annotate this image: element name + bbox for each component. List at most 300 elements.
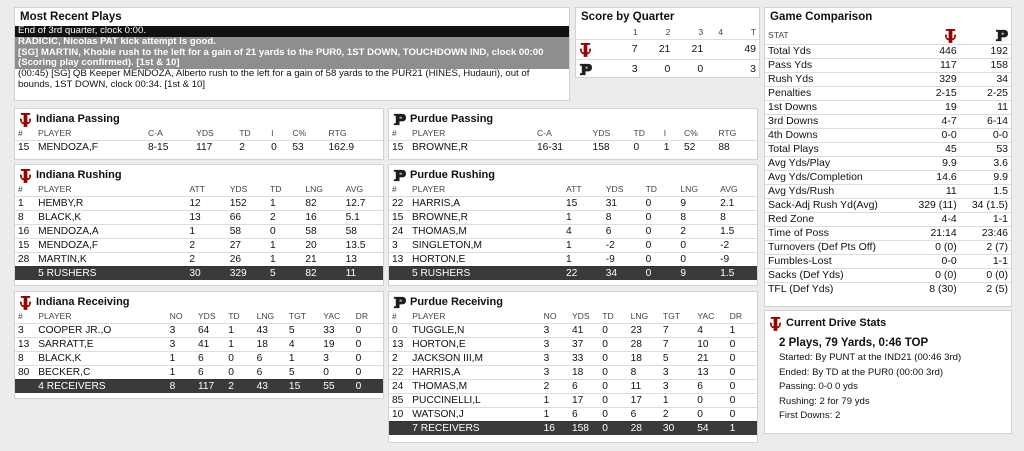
table-row xyxy=(389,211,757,225)
cell: MENDOZA,F xyxy=(35,239,186,253)
col-header: YDS xyxy=(197,311,216,322)
indiana-logo-icon xyxy=(19,112,32,127)
col-header: AVG xyxy=(720,184,738,195)
purdue-value: 34 (1.5) xyxy=(960,198,1011,212)
cell: 0 xyxy=(353,324,383,338)
score-cell: 21 xyxy=(673,40,706,60)
purdue-rushing-header xyxy=(389,165,757,183)
total-cell: 16 xyxy=(541,422,569,436)
cell: 4 xyxy=(563,225,603,239)
col-header: YDS xyxy=(605,184,624,195)
comparison-row xyxy=(765,58,1011,72)
cell: 11 xyxy=(628,380,660,394)
total-cell: 0 xyxy=(643,267,678,281)
col-header: RTG xyxy=(328,128,347,139)
cell: 17 xyxy=(628,394,660,408)
cell: 7 xyxy=(660,324,694,338)
cell: 0 xyxy=(599,324,627,338)
cell: 1 xyxy=(661,141,681,155)
stat-label: 4th Downs xyxy=(765,128,906,142)
cell: 0 xyxy=(353,338,383,352)
cell: 58 xyxy=(343,225,383,239)
indiana-rushing-table xyxy=(15,183,383,280)
indiana-value: 45 xyxy=(906,142,960,156)
cell: 0 xyxy=(267,225,302,239)
total-row xyxy=(389,422,757,436)
drive-line: Passing: 0-0 0 yds xyxy=(779,381,858,393)
cell: 15 xyxy=(563,197,603,211)
purdue-value: 2-25 xyxy=(960,86,1011,100)
comparison-row xyxy=(765,268,1011,282)
cell: 13 xyxy=(343,253,383,267)
cell: 162.9 xyxy=(326,141,383,155)
drive-line: Rushing: 2 for 79 yds xyxy=(779,395,870,407)
stat-label: Penalties xyxy=(765,86,906,100)
cell: 0 xyxy=(727,408,757,422)
cell: 0 xyxy=(353,366,383,380)
purdue-rushing-panel xyxy=(388,164,758,286)
total-cell: 0 xyxy=(599,422,627,436)
cell: 10 xyxy=(389,408,409,422)
cell: 0 xyxy=(727,352,757,366)
cell: 1 xyxy=(660,394,694,408)
cell: 2 xyxy=(389,352,409,366)
indiana-value: 14.6 xyxy=(906,170,960,184)
cell: 152 xyxy=(227,197,267,211)
indiana-logo-icon xyxy=(19,295,32,310)
cell: 0 xyxy=(599,366,627,380)
comparison-row xyxy=(765,114,1011,128)
cell: 18 xyxy=(254,338,286,352)
play-item: (00:45) [SG] QB Keeper MENDOZA, Alberto rush to the left for a gain of 58 yards to the PUR21 (HINES, Hudauri), out of bounds, 1ST DOWN, clock 00:34. [1st & 10] xyxy=(18,68,530,90)
recent-plays-list xyxy=(15,26,569,91)
game-comparison-title: Game Comparison xyxy=(770,11,873,23)
col-header: # xyxy=(18,128,23,139)
table-row xyxy=(15,141,383,155)
total-cell xyxy=(389,267,409,281)
cell: 0 xyxy=(677,239,717,253)
table-row xyxy=(389,324,757,338)
purdue-value: 9.9 xyxy=(960,170,1011,184)
recent-plays-panel xyxy=(14,7,570,101)
col-header: PLAYER xyxy=(411,184,446,195)
cell: 4 xyxy=(694,324,726,338)
col-header: C-A xyxy=(537,128,552,139)
purdue-logo-icon xyxy=(393,296,406,309)
purdue-value: 3.6 xyxy=(960,156,1011,170)
cell: 66 xyxy=(227,211,267,225)
cell: 1 xyxy=(563,239,603,253)
total-cell: 55 xyxy=(320,380,352,394)
cell: BROWNE,R xyxy=(409,211,563,225)
cell: 4 xyxy=(286,338,320,352)
cell: 8 xyxy=(717,211,757,225)
table-row xyxy=(389,253,757,267)
col-header: DR xyxy=(355,311,369,322)
indiana-passing-table xyxy=(15,127,383,154)
cell: 2.1 xyxy=(717,197,757,211)
cell: 15 xyxy=(389,211,409,225)
cell: 8 xyxy=(15,211,35,225)
total-cell: 5 xyxy=(267,267,302,281)
col-header: TGT xyxy=(662,311,681,322)
purdue-value: 23:46 xyxy=(960,226,1011,240)
cell: 22 xyxy=(389,366,409,380)
cell: MENDOZA,F xyxy=(35,141,145,155)
cell: 1 xyxy=(167,366,195,380)
cell: SINGLETON,M xyxy=(409,239,563,253)
score-by-quarter-panel xyxy=(575,7,760,78)
cell: 8 xyxy=(677,211,717,225)
cell: 0 xyxy=(694,394,726,408)
table-row xyxy=(15,197,383,211)
table-row xyxy=(389,197,757,211)
cell: 10 xyxy=(694,338,726,352)
cell: 58 xyxy=(302,225,342,239)
score-cell: 49 xyxy=(726,40,759,60)
cell: 12 xyxy=(186,197,226,211)
total-cell: 117 xyxy=(195,380,225,394)
cell: 52 xyxy=(681,141,715,155)
cell: 0 xyxy=(599,338,627,352)
cell: 1 xyxy=(267,239,302,253)
cell: 0 xyxy=(694,408,726,422)
drive-summary: 2 Plays, 79 Yards, 0:46 TOP xyxy=(779,337,929,349)
cell: 0 xyxy=(727,380,757,394)
stat-label: Total Plays xyxy=(765,142,906,156)
drive-line: First Downs: 2 xyxy=(779,410,841,422)
total-cell: 28 xyxy=(628,422,660,436)
indiana-value: 11 xyxy=(906,184,960,198)
section-title: Indiana Passing xyxy=(36,113,120,125)
cell: 0 xyxy=(320,366,352,380)
cell: 24 xyxy=(389,225,409,239)
total-row xyxy=(15,380,383,394)
score-header: 1 xyxy=(632,27,638,38)
cell: 0 xyxy=(225,366,253,380)
cell: -9 xyxy=(717,253,757,267)
comparison-row xyxy=(765,198,1011,212)
cell: 3 xyxy=(660,366,694,380)
cell: 1 xyxy=(15,197,35,211)
cell: 3 xyxy=(167,324,195,338)
cell: 0 xyxy=(389,324,409,338)
cell: 1 xyxy=(286,352,320,366)
table-row xyxy=(389,380,757,394)
cell: 3 xyxy=(541,352,569,366)
recent-plays-title: Most Recent Plays xyxy=(20,11,122,23)
col-header: ATT xyxy=(189,184,205,195)
drive-line: Ended: By TD at the PUR0 (00:00 3rd) xyxy=(779,366,944,378)
cell: 13 xyxy=(389,253,409,267)
comparison-row xyxy=(765,128,1011,142)
cell: 28 xyxy=(15,253,35,267)
total-cell: 54 xyxy=(694,422,726,436)
cell: 0 xyxy=(225,352,253,366)
cell: 8 xyxy=(15,352,35,366)
stat-label: Pass Yds xyxy=(765,58,906,72)
col-header: TD xyxy=(645,184,658,195)
cell: 5 xyxy=(660,352,694,366)
cell: 8 xyxy=(603,211,643,225)
col-header: NO xyxy=(169,311,183,322)
col-header: AVG xyxy=(345,184,364,195)
col-header: YDS xyxy=(229,184,248,195)
indiana-logo-icon xyxy=(19,168,32,183)
cell: 1 xyxy=(541,394,569,408)
col-header: # xyxy=(392,128,397,139)
table-row xyxy=(389,338,757,352)
stat-label: Rush Yds xyxy=(765,72,906,86)
total-cell: 158 xyxy=(569,422,599,436)
cell: TUGGLE,N xyxy=(409,324,540,338)
cell: 3 xyxy=(15,324,35,338)
purdue-receiving-table xyxy=(389,310,757,435)
stat-label: Sacks (Def Yds) xyxy=(765,268,906,282)
total-cell: 15 xyxy=(286,380,320,394)
col-header: YDS xyxy=(571,311,590,322)
comparison-row xyxy=(765,142,1011,156)
total-cell: 5 RUSHERS xyxy=(35,267,186,281)
stat-label: 1st Downs xyxy=(765,100,906,114)
purdue-logo-icon xyxy=(393,113,406,126)
cell: 158 xyxy=(590,141,631,155)
cell: 23 xyxy=(628,324,660,338)
cell: 53 xyxy=(289,141,325,155)
table-row xyxy=(389,366,757,380)
cell: THOMAS,M xyxy=(409,225,563,239)
indiana-value: 9.9 xyxy=(906,156,960,170)
col-header: YAC xyxy=(323,311,341,322)
stat-label: Turnovers (Def Pts Off) xyxy=(765,240,906,254)
col-header: PLAYER xyxy=(38,128,72,139)
cell: 0 xyxy=(643,239,678,253)
cell: HEMBY,R xyxy=(35,197,186,211)
total-cell xyxy=(15,380,35,394)
cell: 1 xyxy=(267,197,302,211)
cell: 16-31 xyxy=(534,141,590,155)
total-row xyxy=(389,267,757,281)
comparison-row xyxy=(765,156,1011,170)
comparison-row xyxy=(765,254,1011,268)
col-header: PLAYER xyxy=(412,311,446,322)
total-cell: 1 xyxy=(727,422,757,436)
cell: 33 xyxy=(320,324,352,338)
cell: 13 xyxy=(186,211,226,225)
cell: 58 xyxy=(227,225,267,239)
cell: 6 xyxy=(254,352,286,366)
score-table xyxy=(576,26,759,78)
total-cell: 5 RUSHERS xyxy=(409,267,563,281)
indiana-value: 0-0 xyxy=(906,128,960,142)
total-cell: 11 xyxy=(343,267,383,281)
stat-header: STAT xyxy=(768,30,789,41)
col-header: TD xyxy=(228,311,240,322)
drive-line: Started: By PUNT at the IND21 (00:46 3rd) xyxy=(779,352,962,363)
stat-label: Red Zone xyxy=(765,212,906,226)
purdue-value: 2 (7) xyxy=(960,240,1011,254)
cell: BROWNE,R xyxy=(409,141,534,155)
section-title: Purdue Passing xyxy=(410,113,494,125)
cell: 13 xyxy=(15,338,35,352)
col-header: RTG xyxy=(718,128,737,139)
purdue-value: 1-1 xyxy=(960,254,1011,268)
score-cell xyxy=(706,40,726,60)
cell: 17 xyxy=(569,394,599,408)
section-title: Indiana Rushing xyxy=(36,169,122,181)
cell: 6 xyxy=(569,408,599,422)
purdue-value: 192 xyxy=(960,44,1011,58)
cell: -9 xyxy=(603,253,643,267)
purdue-value: 2 (5) xyxy=(960,282,1011,296)
comparison-row xyxy=(765,72,1011,86)
purdue-value: 1-1 xyxy=(960,212,1011,226)
cell: BLACK,K xyxy=(35,352,166,366)
stat-label: Time of Poss xyxy=(765,226,906,240)
purdue-passing-panel xyxy=(388,108,758,160)
cell: 6 xyxy=(254,366,286,380)
cell: 18 xyxy=(569,366,599,380)
cell: 15 xyxy=(15,141,35,155)
play-item: RADICIC, Nicolas PAT kick attempt is good. xyxy=(15,37,569,48)
section-title: Purdue Rushing xyxy=(410,169,495,181)
score-cell xyxy=(706,60,726,78)
indiana-value: 19 xyxy=(906,100,960,114)
cell: 33 xyxy=(569,352,599,366)
purdue-value: 6-14 xyxy=(960,114,1011,128)
table-row xyxy=(389,225,757,239)
indiana-value: 329 (11) xyxy=(906,198,960,212)
comparison-row xyxy=(765,44,1011,58)
cell: 20 xyxy=(302,239,342,253)
stat-label: Avg Yds/Rush xyxy=(765,184,906,198)
total-cell: 7 RECEIVERS xyxy=(409,422,540,436)
table-row xyxy=(15,225,383,239)
table-row xyxy=(389,408,757,422)
col-header: ATT xyxy=(566,184,582,195)
indiana-value: 4-4 xyxy=(906,212,960,226)
comparison-row xyxy=(765,226,1011,240)
purdue-value: 34 xyxy=(960,72,1011,86)
stat-label: 3rd Downs xyxy=(765,114,906,128)
cell: 64 xyxy=(195,324,225,338)
cell: 13.5 xyxy=(343,239,383,253)
indiana-value: 4-7 xyxy=(906,114,960,128)
cell: 19 xyxy=(320,338,352,352)
cell: 6 xyxy=(603,225,643,239)
col-header: I xyxy=(663,128,667,139)
cell: 6 xyxy=(694,380,726,394)
col-header: TD xyxy=(239,128,251,139)
cell: 2 xyxy=(186,253,226,267)
total-cell xyxy=(15,267,35,281)
section-title: Indiana Receiving xyxy=(36,296,130,308)
cell: 41 xyxy=(569,324,599,338)
comparison-row xyxy=(765,240,1011,254)
score-cell: 0 xyxy=(641,60,674,78)
score-cell: 3 xyxy=(619,60,641,78)
cell: 16 xyxy=(302,211,342,225)
cell: 24 xyxy=(389,380,409,394)
cell: 1 xyxy=(541,408,569,422)
total-cell: 1.5 xyxy=(717,267,757,281)
cell: 6 xyxy=(195,352,225,366)
cell: 0 xyxy=(599,380,627,394)
score-title: Score by Quarter xyxy=(581,11,675,23)
cell: 1 xyxy=(267,253,302,267)
stat-label: Avg Yds/Completion xyxy=(765,170,906,184)
col-header: C% xyxy=(292,128,307,139)
cell: 16 xyxy=(15,225,35,239)
score-cell: 7 xyxy=(619,40,641,60)
purdue-value: 0 (0) xyxy=(960,268,1011,282)
col-header: LNG xyxy=(256,311,275,322)
total-cell: 2 xyxy=(225,380,253,394)
cell: 28 xyxy=(628,338,660,352)
cell: 3 xyxy=(167,338,195,352)
cell: 5.1 xyxy=(343,211,383,225)
cell: 41 xyxy=(195,338,225,352)
play-item: [SG] MARTIN, Khobie rush to the left for a gain of 21 yards to the PUR0, 1ST DOWN, TOUCHDOWN IND, clock 00:00 (Scoring play confirmed). [1st & 10] xyxy=(15,48,569,70)
col-header: NO xyxy=(543,311,557,322)
col-header: C% xyxy=(683,128,698,139)
col-header: # xyxy=(18,184,23,195)
cell: 88 xyxy=(715,141,757,155)
cell: 2 xyxy=(541,380,569,394)
cell: 1 xyxy=(225,324,253,338)
col-header: # xyxy=(392,311,397,322)
table-row xyxy=(389,352,757,366)
indiana-logo-icon xyxy=(906,28,960,44)
col-header: TD xyxy=(633,128,645,139)
col-header: # xyxy=(18,311,23,322)
col-header: I xyxy=(271,128,274,139)
indiana-value: 0-0 xyxy=(906,254,960,268)
cell: 0 xyxy=(643,211,678,225)
total-cell: 8 xyxy=(167,380,195,394)
total-cell: 34 xyxy=(603,267,643,281)
cell: 3 xyxy=(541,366,569,380)
cell: 0 xyxy=(643,253,678,267)
cell: HORTON,E xyxy=(409,338,540,352)
col-header: YDS xyxy=(592,128,611,139)
table-row xyxy=(15,239,383,253)
cell: 82 xyxy=(302,197,342,211)
stat-label: Avg Yds/Play xyxy=(765,156,906,170)
cell: MARTIN,K xyxy=(35,253,186,267)
purdue-passing-header xyxy=(389,109,757,127)
col-header: TGT xyxy=(288,311,307,322)
indiana-value: 117 xyxy=(906,58,960,72)
cell: 2 xyxy=(267,211,302,225)
score-header: T xyxy=(750,27,756,38)
purdue-value: 11 xyxy=(960,100,1011,114)
indiana-passing-header xyxy=(15,109,383,127)
purdue-rushing-table xyxy=(389,183,757,280)
cell: 1.5 xyxy=(717,225,757,239)
score-cell: 21 xyxy=(641,40,674,60)
comparison-row xyxy=(765,100,1011,114)
col-header: PLAYER xyxy=(412,128,446,139)
total-cell: 30 xyxy=(660,422,694,436)
indiana-value: 8 (30) xyxy=(906,282,960,296)
col-header: C-A xyxy=(148,128,163,139)
indiana-receiving-table xyxy=(15,310,383,393)
cell: 117 xyxy=(193,141,236,155)
indiana-value: 329 xyxy=(906,72,960,86)
cell: 8-15 xyxy=(145,141,193,155)
cell: -2 xyxy=(603,239,643,253)
